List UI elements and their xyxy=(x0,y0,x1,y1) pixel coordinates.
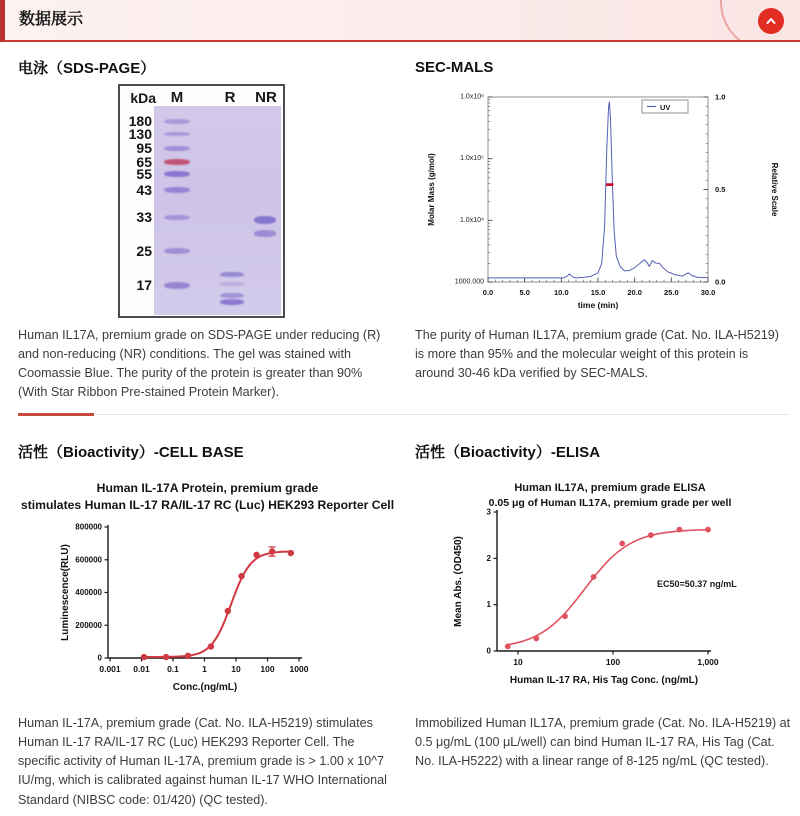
caption-sec-mals: The purity of Human IL17A, premium grade (Cat. No. ILA-H5219) is more than 95% and the molecular weight of this protein is around 30-46 kDa verified by SEC-MALS. xyxy=(415,328,779,381)
heading-sds-page: 电泳（SDS-PAGE） xyxy=(18,60,156,77)
svg-text:10: 10 xyxy=(513,657,523,667)
elisa-xlabel: Human IL-17 RA, His Tag Conc. (ng/mL) xyxy=(509,675,699,686)
svg-text:1.0: 1.0 xyxy=(715,92,726,102)
gel-band xyxy=(220,299,244,305)
gel-band xyxy=(164,215,190,220)
gel-marker-label-130: 130 xyxy=(128,126,152,142)
cell-chart-title-line2: stimulates Human IL-17 RA/IL-17 RC (Luc) HEK293 Reporter Cell xyxy=(20,498,395,512)
svg-text:0.5: 0.5 xyxy=(715,185,726,194)
sec-mals-chart xyxy=(420,88,790,316)
svg-text:0.0: 0.0 xyxy=(715,277,726,287)
svg-text:1000: 1000 xyxy=(289,664,309,674)
svg-text:0.001: 0.001 xyxy=(99,664,121,674)
gel-band xyxy=(220,293,244,298)
cell-data-points xyxy=(141,548,294,660)
gel-marker-label-65: 65 xyxy=(136,154,152,170)
gel-band xyxy=(254,230,276,237)
cell-curve xyxy=(143,551,292,657)
elisa-chart-title-line2: 0.05 μg of Human IL17A, premium grade per well xyxy=(488,497,732,509)
heading-bioactivity-elisa: 活性（Bioactivity）-ELISA xyxy=(415,444,601,461)
gel-band xyxy=(220,272,244,277)
gel-lane-header-nr: NR xyxy=(255,89,277,106)
sec-x-axis xyxy=(483,278,716,298)
sec-xlabel: time (min) xyxy=(577,300,619,310)
caption-cell-base: Human IL-17A, premium grade (Cat. No. ILA-H5219) stimulates Human IL-17 RA/IL-17 RC (Luc) HEK293 Reporter Cell. The specific activity of Human IL-17A, premium grade is > 1.00 x 10^7 IU/mg, which is calibrated against human IL-17 WHO International Standard (NIBSC code: 01/420) (QC tested). xyxy=(18,716,387,807)
caption-elisa: Immobilized Human IL17A, premium grade (Cat. No. ILA-H5219) at 0.5 μg/mL (100 μL/well) can bind Human IL-17 RA, His Tag (Cat. No. ILA-H5222) with a linear range of 8-125 ng/mL (QC tested). xyxy=(415,716,791,769)
sec-ylabel-right: Relative Scale xyxy=(770,162,779,217)
svg-text:400000: 400000 xyxy=(75,588,102,597)
gel-lane-header-m: M xyxy=(170,89,184,106)
svg-text:800000: 800000 xyxy=(75,522,102,532)
gel-marker-label-95: 95 xyxy=(136,140,152,156)
cell-chart-title-line1: Human IL-17A Protein, premium grade xyxy=(96,481,319,495)
sec-y-axis-right xyxy=(704,93,726,287)
svg-text:1: 1 xyxy=(202,664,207,674)
elisa-chart xyxy=(445,505,785,695)
sec-uv-line xyxy=(488,102,708,278)
heading-sec-mals: SEC-MALS xyxy=(415,59,494,76)
svg-text:UV: UV xyxy=(660,103,671,112)
gel-band xyxy=(220,282,244,286)
svg-text:2: 2 xyxy=(486,553,491,563)
svg-text:0.01: 0.01 xyxy=(133,664,150,674)
gel-marker-label-17: 17 xyxy=(136,277,152,293)
collapse-section-button[interactable] xyxy=(758,8,784,34)
cell-xlabel: Conc.(ng/mL) xyxy=(172,682,238,693)
svg-text:10: 10 xyxy=(231,664,241,674)
gel-band xyxy=(164,146,190,151)
cell-axes xyxy=(75,523,308,675)
svg-text:20.0: 20.0 xyxy=(627,288,642,297)
data-display-header-bar xyxy=(0,0,800,42)
svg-text:1: 1 xyxy=(486,600,491,610)
gel-marker-label-180: 180 xyxy=(128,113,152,129)
chevron-up-icon xyxy=(764,14,778,28)
gel-marker-label-55: 55 xyxy=(136,166,152,182)
svg-text:1000.000: 1000.000 xyxy=(454,278,484,286)
gel-band xyxy=(164,248,190,254)
svg-text:1.0x10⁶: 1.0x10⁶ xyxy=(460,93,484,101)
svg-text:0.0: 0.0 xyxy=(482,288,494,297)
gel-marker-label-33: 33 xyxy=(136,209,152,225)
cell-base-chart xyxy=(50,518,360,708)
svg-text:25.0: 25.0 xyxy=(664,288,679,297)
section-divider xyxy=(18,414,790,415)
svg-text:200000: 200000 xyxy=(75,620,102,630)
cell-ylabel: Luminescence(RLU) xyxy=(60,544,71,641)
gel-lane-header-r: R xyxy=(224,89,236,106)
svg-text:100: 100 xyxy=(605,657,621,667)
svg-text:100: 100 xyxy=(260,664,275,674)
sec-legend xyxy=(642,100,688,113)
svg-text:1.0x10⁴: 1.0x10⁴ xyxy=(459,216,484,224)
svg-text:0: 0 xyxy=(486,646,491,656)
svg-text:10.0: 10.0 xyxy=(554,288,569,297)
svg-text:1,000: 1,000 xyxy=(697,657,719,667)
svg-text:15.0: 15.0 xyxy=(590,288,606,297)
sec-ylabel-left: Molar Mass (g/mol) xyxy=(427,153,436,226)
gel-marker-label-25: 25 xyxy=(136,243,152,259)
caption-sds-page: Human IL17A, premium grade on SDS-PAGE under reducing (R) and non-reducing (NR) conditions. The gel was stained with Coomassie Blue. The purity of the protein is greater than 90% (With Star Ribbon Pre-stained Protein Marker). xyxy=(18,328,381,400)
sec-plot-frame xyxy=(488,97,708,282)
gel-band xyxy=(164,159,190,165)
svg-text:30.0: 30.0 xyxy=(700,288,716,297)
svg-text:0: 0 xyxy=(97,653,102,663)
heading-bioactivity-cell-base: 活性（Bioactivity）-CELL BASE xyxy=(18,444,244,461)
gel-band xyxy=(164,282,190,289)
gel-band xyxy=(164,132,190,136)
page-title: 数据展示 xyxy=(19,11,84,28)
svg-text:5.0: 5.0 xyxy=(519,288,530,297)
svg-text:0.1: 0.1 xyxy=(167,664,179,674)
elisa-chart-title-line1: Human IL17A, premium grade ELISA xyxy=(514,482,706,494)
svg-text:3: 3 xyxy=(486,507,491,517)
gel-band xyxy=(164,171,190,177)
svg-text:1.0x10⁵: 1.0x10⁵ xyxy=(460,155,484,163)
elisa-ylabel: Mean Abs. (OD450) xyxy=(453,536,464,627)
gel-band xyxy=(164,119,190,124)
svg-text:600000: 600000 xyxy=(75,555,102,565)
cell-chart-title xyxy=(15,480,400,514)
gel-band xyxy=(254,216,276,224)
sds-page-gel-image xyxy=(118,84,285,318)
gel-marker-label-43: 43 xyxy=(136,182,152,198)
elisa-ec50-annotation: EC50=50.37 ng/mL xyxy=(657,579,737,589)
gel-unit-label: kDa xyxy=(130,90,156,106)
gel-band xyxy=(164,187,190,193)
sec-y-axis-left xyxy=(455,94,493,286)
section-divider-accent xyxy=(18,413,94,416)
